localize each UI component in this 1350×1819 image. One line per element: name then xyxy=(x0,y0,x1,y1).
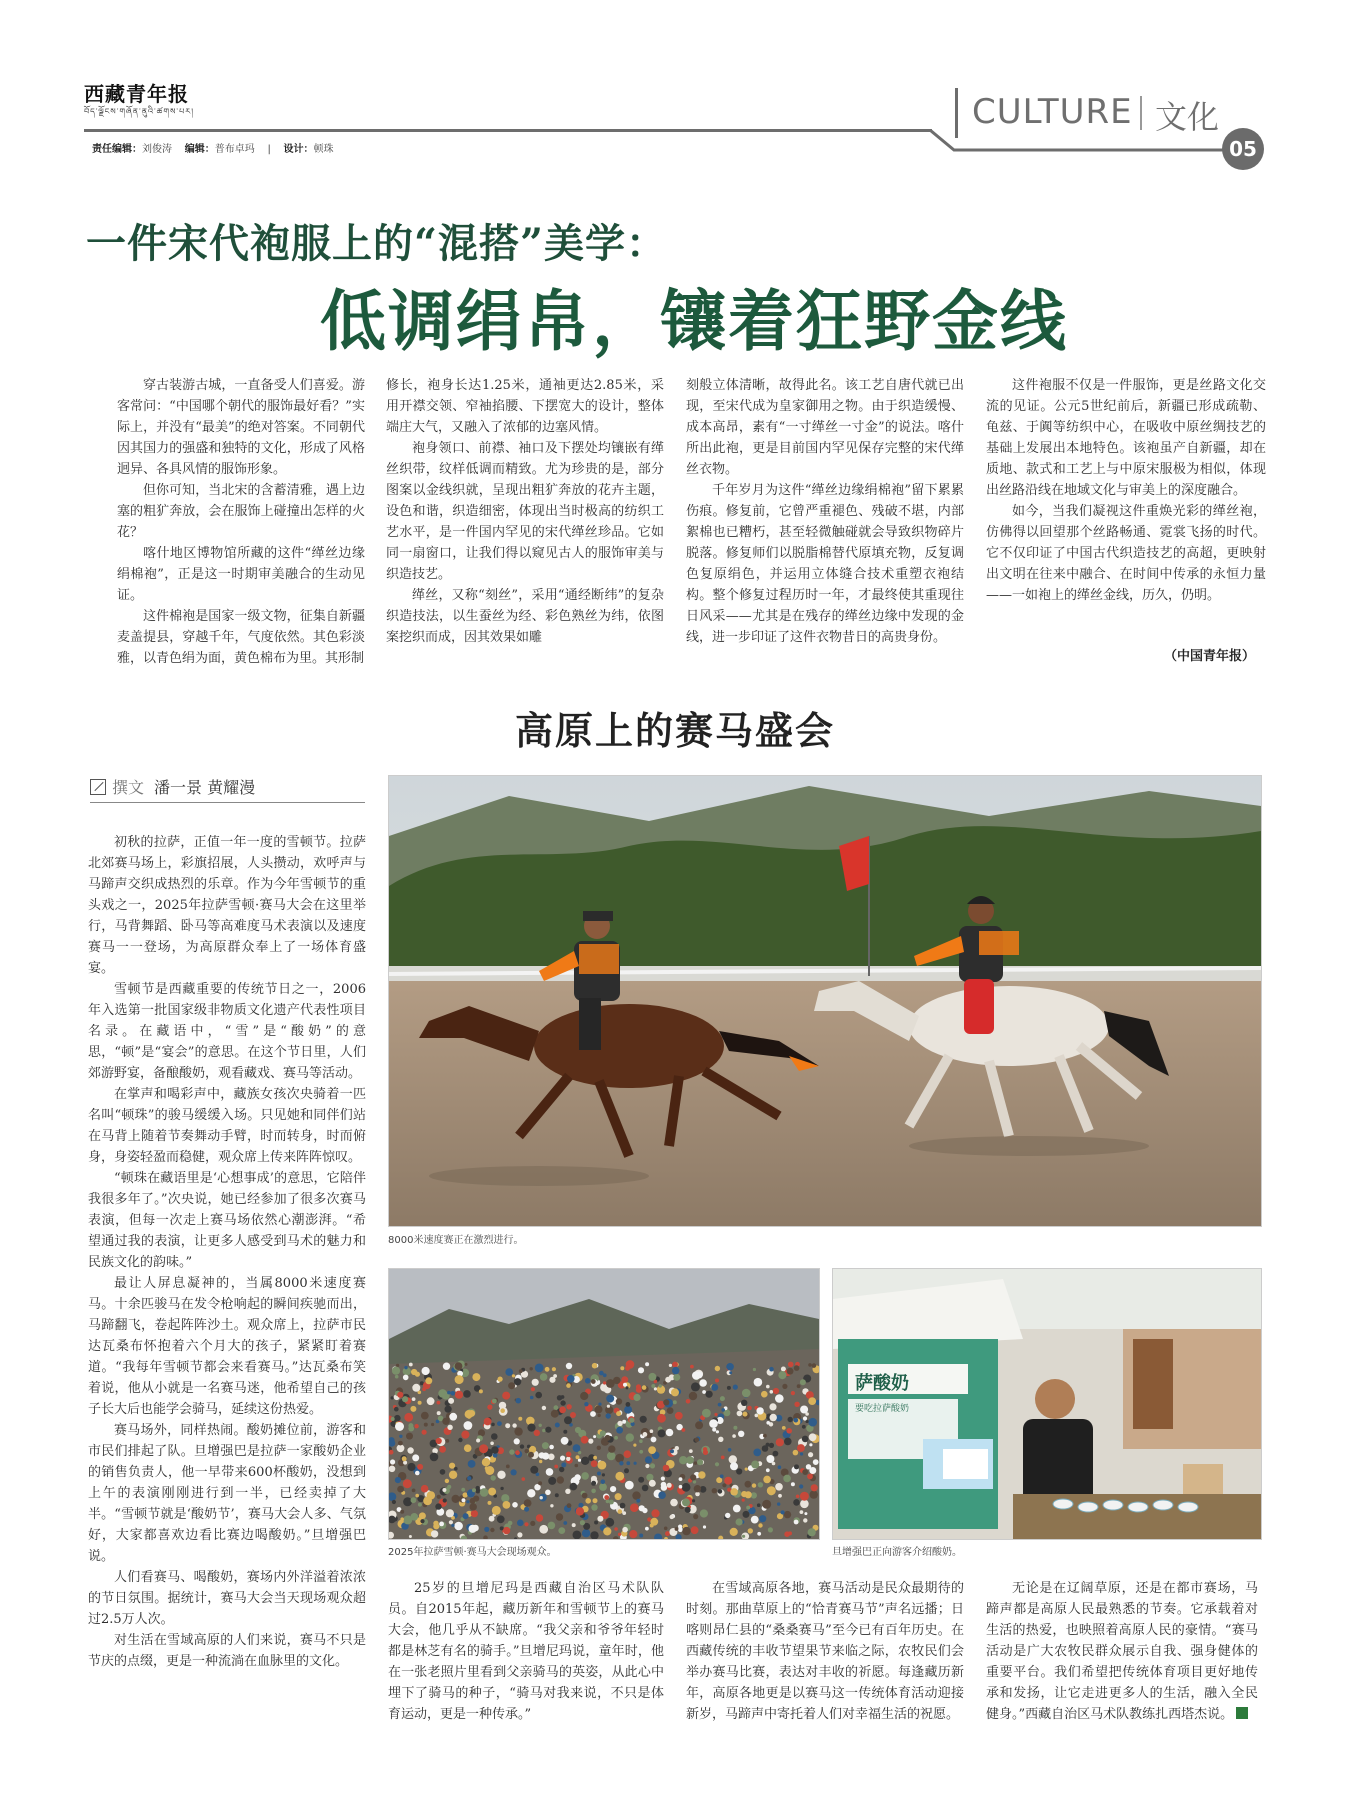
article2-column-1: 初秋的拉萨，正值一年一度的雪顿节。拉萨北郊赛马场上，彩旗招展，人头攒动，欢呼声与马蹄声交织成热烈的乐章。作为今年雪顿节的重头戏之一，2025年拉萨雪顿·赛马大会在这里举行，马背舞蹈、卧马等高难度马术表演以及速度赛马一一登场，为高原群众奉上了一场体育盛宴。 雪顿节是西藏重要的传统节日之一，2006年入选第一批国家级非物质文化遗产代表性项目名录。在藏语中，“雪”是“酸奶”的意思，“顿”是“宴会”的意思。在这个节日里，人们郊游野宴，备酿酸奶，观看藏戏、赛马等活动。 在掌声和喝彩声中，藏族女孩次央骑着一匹名叫“顿珠”的骏马缓缓入场。只见她和同伴们站在马背上随着节奏舞动手臂，时而转身，时而俯身，身姿轻盈而稳健，观众席上传来阵阵惊叹。 “顿珠在藏语里是‘心想事成’的意思，它陪伴我很多年了。”次央说，她已经参加了很多次赛马表演，但每一次走上赛马场依然心潮澎湃。“希望通过我的表演，让更多人感受到马术的魅力和民族文化的韵味。” 最让人屏息凝神的，当属8000米速度赛马。十余匹骏马在发令枪响起的瞬间疾驰而出，马蹄翻飞，卷起阵阵沙土。观众席上，拉萨市民达瓦桑布怀抱着六个月大的孩子，紧紧盯着赛道。“我每年雪顿节都会来看赛马。”达瓦桑布笑着说，他从小就是一名赛马迷，他希望自己的孩子长大后也能学会骑马，延续这份热爱。 赛马场外，同样热闹。酸奶摊位前，游客和市民们排起了队。旦增强巴是拉萨一家酸奶企业的销售负责人，他一早带来600杯酸奶，没想到上午的表演刚刚进行到一半，已经卖掉了大半。“雪顿节就是‘酸奶节’，赛马大会人多、气氛好，大家都喜欢边看比赛边喝酸奶。”旦增强巴说。 人们看赛马、喝酸奶，赛场内外洋溢着浓浓的节日氛围。据统计，赛马大会当天现场观众超过2.5万人次。 对生活在雪域高原的人们来说，赛马不只是节庆的点缀，更是一种流淌在血脉里的文化。 xyxy=(88,835,366,1669)
article2-column-4: 无论是在辽阔草原，还是在都市赛场，马蹄声都是高原人民最熟悉的节奏。它承载着对生活的热爱，也映照着高原人民的豪情。“赛马活动是广大农牧民群众展示自我、强身健体的重要平台。我们希望把传统体育项目更好地传承和发扬，让它走进更多人的生活，融入全民健身。”西藏自治区马术队教练扎西塔杰说。 xyxy=(986,1581,1258,1722)
photo-yogurt-stall xyxy=(832,1268,1262,1540)
section-name-cn: 文化 xyxy=(1155,98,1220,136)
article1-source-credit: （中国青年报） xyxy=(1163,649,1255,664)
article2-byline: 撰文 潘一景 黄耀漫 xyxy=(90,775,365,803)
editor-credits: 责任编辑：刘俊涛 编辑：普布卓玛 | 设计：顿珠 xyxy=(92,144,334,155)
article1-headline: 低调绢帛，镶着狂野金线 xyxy=(320,283,1068,360)
paper-logo-tibetan: བོད་ལྗོངས་གཞོན་ནུའི་ཚགས་པར། xyxy=(84,107,194,116)
article1-column-3: 刻般立体清晰，故得此名。该工艺自唐代就已出现，至宋代成为皇家御用之物。由于织造缓慢、成本高昂，素有“一寸缂丝一寸金”的说法。喀什所出此袍，更是目前国内罕见保存完整的宋代缂丝衣物。 千年岁月为这件“缂丝边缘绢棉袍”留下累累伤痕。修复前，它曾严重褪色、残破不堪，内部絮棉也已糟朽，甚至轻微触碰就会导致织物碎片脱落。修复师们以脱脂棉替代原填充物，反复调色复原绢色，并运用立体缝合技术重塑衣袍结构。整个修复过程历时一年，才最终使其重现往日风采——尤其是在残存的缂丝边缘中发现的金线，进一步印证了这件衣物昔日的高贵身份。 xyxy=(686,378,964,645)
yogurt-banner-text: 萨酸奶 xyxy=(855,1373,909,1394)
page-number: 05 xyxy=(1222,128,1264,170)
article1-column-2: 修长，袍身长达1.25米，通袖更达2.85米，采用开襟交领、窄袖掐腰、下摆宽大的设计，整体端庄大气，又融入了浓郁的边塞风情。 袍身领口、前襟、袖口及下摆处均镶嵌有缂丝织带，纹样低调而精致。尤为珍贵的是，部分图案以金线织就，呈现出粗犷奔放的花卉主题，设色和谐，织造细密，体现出当时极高的纺织工艺水平，是一件国内罕见的宋代缂丝珍品。它如同一扇窗口，让我们得以窥见古人的服饰审美与织造技艺。 缂丝，又称“刻丝”，采用“通经断纬”的复杂织造技法，以生蚕丝为经、彩色熟丝为纬，依图案挖织而成，因其效果如雕 xyxy=(386,378,664,645)
pencil-icon xyxy=(90,779,106,795)
article2-title: 高原上的赛马盛会 xyxy=(514,708,835,753)
yogurt-banner-subtext: 要吃拉萨酸奶 xyxy=(855,1404,910,1414)
caption-yogurt: 旦增强巴正向游客介绍酸奶。 xyxy=(832,1547,962,1558)
section-name-en: CULTURE xyxy=(972,92,1133,132)
photo-crowd xyxy=(388,1268,820,1540)
section-divider xyxy=(1140,96,1142,130)
article1-kicker: 一件宋代袍服上的“混搭”美学： xyxy=(86,220,668,267)
photo-horse-race xyxy=(388,775,1262,1227)
header-rule xyxy=(84,129,932,132)
caption-race: 8000米速度赛正在激烈进行。 xyxy=(388,1235,524,1246)
end-mark-icon xyxy=(1236,1707,1248,1719)
article2-column-3: 在雪域高原各地，赛马活动是民众最期待的时刻。那曲草原上的“恰青赛马节”声名远播；日喀则昂仁县的“桑桑赛马”至今已有百年历史。在西藏传统的丰收节望果节来临之际，农牧民们会举办赛马比赛，表达对丰收的祈愿。每逢藏历新年，高原各地更是以赛马这一传统体育活动迎接新岁，马蹄声中寄托着人们对幸福生活的祝愿。 xyxy=(686,1581,964,1722)
article1-column-1: 穿古装游古城，一直备受人们喜爱。游客常问：“中国哪个朝代的服饰最好看？”实际上，并没有“最美”的绝对答案。不同朝代因其国力的强盛和独特的文化，形成了风格迥异、各具风情的服饰形象。 但你可知，当北宋的含蓄清雅，遇上边塞的粗犷奔放，会在服饰上碰撞出怎样的火花？ 喀什地区博物馆所藏的这件“缂丝边缘绢棉袍”，正是这一时期审美融合的生动见证。 这件棉袍是国家一级文物，征集自新疆麦盖提县，穿越千年，气度依然。其色彩淡雅，以青色绢为面，黄色棉布为里。其形制 xyxy=(117,378,365,666)
article1-column-4: 这件袍服不仅是一件服饰，更是丝路文化交流的见证。公元5世纪前后，新疆已形成疏勒、龟兹、于阗等纺织中心，在吸收中原丝绸技艺的基础上发展出本地特色。该袍虽产自新疆，却在质地、款式和工艺上与中原宋服极为相似，体现出丝路沿线在地域文化与审美上的深度融合。 如今，当我们凝视这件重焕光彩的缂丝袍，仿佛得以回望那个丝路畅通、霓裳飞扬的时代。它不仅印证了中国古代织造技艺的高超，更映射出文明在往来中融合、在时间中传承的永恒力量——一如袍上的缂丝金线，历久，仍明。 xyxy=(986,378,1266,603)
paper-logo: 西藏青年报 xyxy=(84,82,189,106)
caption-crowd: 2025年拉萨雪顿·赛马大会现场观众。 xyxy=(388,1547,557,1558)
article2-column-2: 25岁的旦增尼玛是西藏自治区马术队队员。自2015年起，藏历新年和雪顿节上的赛马大会，他几乎从不缺席。“我父亲和爷爷年轻时都是林芝有名的骑手。”旦增尼玛说，童年时，他在一张老照片里看到父亲骑马的英姿，从此心中埋下了骑马的种子，“骑马对我来说，不只是体育运动，更是一种传承。” xyxy=(388,1581,664,1722)
